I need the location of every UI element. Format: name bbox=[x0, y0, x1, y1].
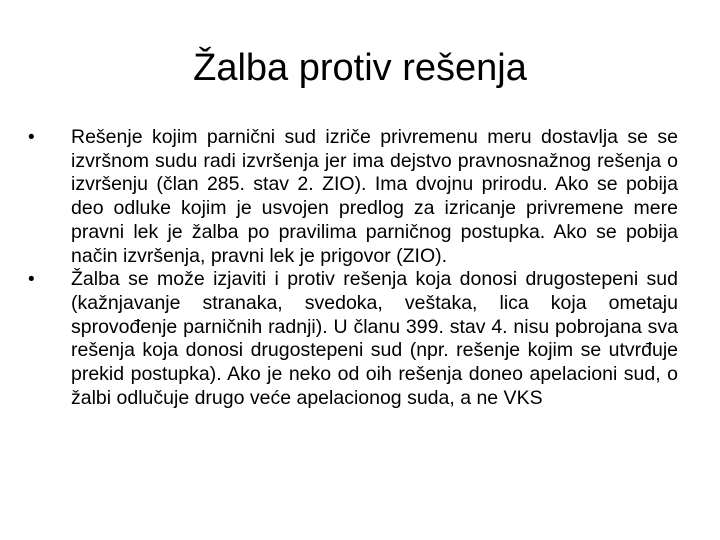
bullet-item-privremena-mera bbox=[28, 126, 678, 268]
bullet-dot-icon: • bbox=[28, 269, 35, 291]
bullet-item-drugostepeni-sud bbox=[28, 268, 678, 410]
slide-title: Žalba protiv rešenja bbox=[193, 47, 527, 89]
bullet-list bbox=[28, 126, 678, 410]
bullet-text: Žalba se može izjaviti i protiv rešenja koja donosi drugostepeni sud (kažnjavanje stranaka, svedoka, veštaka, lica koja ometaju sprovođenje parničnih radnji). U članu 399. stav 4. nisu pobrojana sva rešenja koja donosi drugostepeni sud (npr. rešenje kojim se utvrđuje prekid postupka). Ako je neko od oih rešenja doneo apelacioni sud, o žalbi odlučuje drugo veće apelacionog suda, a ne VKS bbox=[71, 268, 678, 409]
bullet-text: Rešenje kojim parnični sud izriče privremenu meru dostavlja se se izvršnom sudu radi izvršenja jer ima dejstvo pravnosnažnog rešenja o izvršenju (član 285. stav 2. ZIO). Ima dvojnu prirodu. Ako se pobija deo odluke kojim je usvojen predlog za izricanje privremene mere pravni lek je žalba po pravilima parničnog postupka. Ako se pobija način izvršenja, pravni lek je prigovor (ZIO). bbox=[71, 126, 678, 267]
bullet-dot-icon: • bbox=[28, 127, 35, 148]
